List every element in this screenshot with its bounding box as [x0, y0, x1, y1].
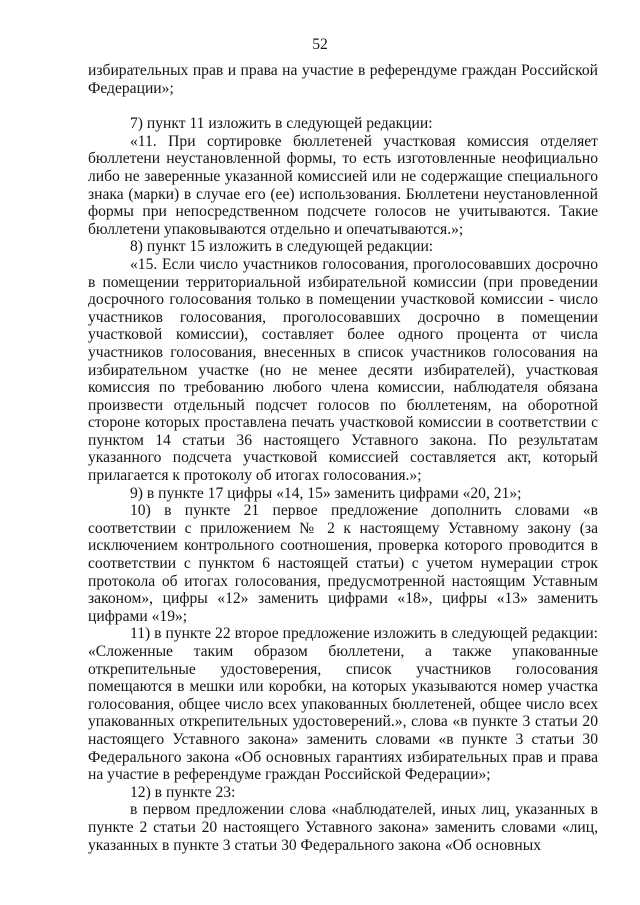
paragraph-item-12: 12) в пункте 23:: [130, 783, 236, 801]
paragraph-item-7: 7) пункт 11 изложить в следующей редакции:: [130, 115, 433, 133]
paragraph-point-11-text: «11. При сортировке бюллетеней участковая комиссия отделяет бюллетени неустановленной формы, то есть изготовленные неофициально либо не заверенные указанной комиссией или не содержащие специального знака (марки) в случае его (ее) использования. Бюллетени неустановленной формы при непосредственном подсчете голосов не учитываются. Такие бюллетени упаковываются отдельно и опечатываются.»;: [88, 132, 598, 238]
paragraph-item-8: 8) пункт 15 изложить в следующей редакции:: [130, 238, 434, 256]
document-body: [88, 62, 598, 854]
paragraph-item-9: 9) в пункте 17 цифры «14, 15» заменить цифрами «20, 21»;: [130, 484, 522, 502]
page-number: 52: [312, 36, 328, 53]
paragraph-item-11: 11) в пункте 22 второе предложение изложить в следующей редакции: «Сложенные таким образом бюллетени, а также упакованные открепительные удостоверения, список участников голосования помещаются в мешки или коробки, на которых указываются номер участка голосования, общее число всех упакованных бюллетеней, общее число всех упакованных открепительных удостоверений.», слова «в пункте 3 статьи 20 настоящего Уставного закона» заменить словами «в пункте 3 статьи 30 Федерального закона «Об основных гарантиях избирательных прав и права на участие в референдуме граждан Российской Федерации»;: [88, 625, 598, 784]
paragraph-point-15-text: «15. Если число участников голосования, проголосовавших досрочно в помещении территориальной избирательной комиссии (при проведении досрочного голосования только в помещении участковой комиссии - число участников голосования, проголосовавших досрочно в помещении участковой комиссии), составляет более одного процента от числа участников голосования, внесенных в список участников голосования на избирательном участке (но не менее десяти избирателей), участковая комиссия по требованию любого члена комиссии, наблюдателя обязана произвести отдельный подсчет голосов по бюллетеням, на оборотной стороне которых проставлена печать участковой комиссии в соответствии с пунктом 14 статьи 36 настоящего Уставного закона. По результатам указанного подсчета участковой комиссией составляется акт, который прилагается к протоколу об итогах голосования.»;: [88, 255, 598, 485]
paragraph-item-10: 10) в пункте 21 первое предложение дополнить словами «в соответствии с приложением № 2 к настоящему Уставному закону (за исключением контрольного соотношения, проверка которого проводится в соответствии с пунктом 6 настоящей статьи) с учетом нумерации строк протокола об итогах голосования, предусмотренной настоящим Уставным законом», цифры «12» заменить цифрами «18», цифры «13» заменить цифрами «19»;: [88, 502, 598, 625]
paragraph-continuation: избирательных прав и права на участие в референдуме граждан Российской Федерации»;: [88, 62, 598, 97]
paragraph-point-23-first-sentence: в первом предложении слова «наблюдателей, иных лиц, указанных в пункте 2 статьи 20 настоящего Уставного закона» заменить словами «лиц, указанных в пункте 3 статьи 30 Федерального закона «Об основных: [88, 801, 598, 854]
